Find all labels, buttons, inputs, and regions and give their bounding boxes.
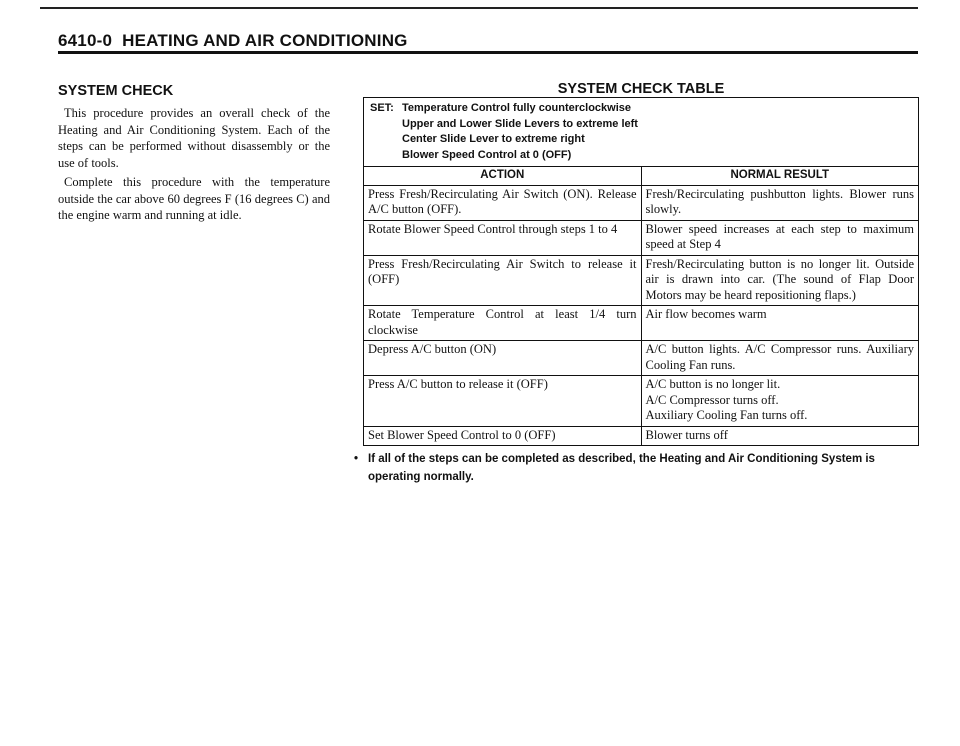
system-check-section [58,83,330,227]
table-header-row [364,167,919,186]
set-line: Center Slide Lever to extreme right [402,133,585,145]
result-cell: Blower turns off [641,426,919,446]
system-check-paragraph-2: Complete this procedure with the temperature outside the car above 60 degrees F (16 degrees C) and the engine warm and running at idle. [58,175,330,222]
table-row [364,426,919,446]
system-check-table [363,97,919,446]
result-cell: Blower speed increases at each step to maximum speed at Step 4 [641,220,919,255]
section-number: 6410-0 [58,31,113,50]
action-cell: Depress A/C button (ON) [364,341,642,376]
section-title: HEATING AND AIR CONDITIONING [122,31,408,50]
table-row [364,376,919,427]
table-row [364,255,919,306]
table-row [364,220,919,255]
system-check-heading: SYSTEM CHECK [58,83,174,99]
table-title: SYSTEM CHECK TABLE [557,81,725,97]
set-line: Blower Speed Control at 0 (OFF) [402,148,572,161]
result-cell: Fresh/Recirculating pushbutton lights. Blower runs slowly. [641,185,919,220]
column-header-action: ACTION [364,167,642,186]
table-row [364,185,919,220]
system-check-paragraph-1: This procedure provides an overall check of the Heating and Air Conditioning System. Each of the steps can be performed without disassembly or the use of tools. [58,106,330,170]
result-cell: Air flow becomes warm [641,306,919,341]
action-cell: Press A/C button to release it (OFF) [364,376,642,427]
set-cell [364,98,919,167]
completion-note [354,450,924,486]
note-text: If all of the steps can be completed as described, the Heating and Air Conditioning System is operating normally. [368,453,875,483]
action-cell: Press Fresh/Recirculating Air Switch (ON). Release A/C button (OFF). [364,185,642,220]
column-header-result: NORMAL RESULT [641,167,919,186]
set-line: Upper and Lower Slide Levers to extreme left [402,117,638,130]
action-cell: Rotate Temperature Control at least 1/4 turn clockwise [364,306,642,341]
action-cell: Set Blower Speed Control to 0 (OFF) [364,426,642,446]
page-header [58,31,408,51]
table-row [364,306,919,341]
table-row [364,341,919,376]
header-rule [58,51,918,54]
result-cell: A/C button is no longer lit. A/C Compressor turns off. Auxiliary Cooling Fan turns off. [641,376,919,427]
top-rule [40,7,918,9]
set-row [364,98,919,167]
action-cell: Rotate Blower Speed Control through steps 1 to 4 [364,220,642,255]
set-conditions [402,101,638,163]
set-label: SET: [370,102,394,114]
result-cell: Fresh/Recirculating button is no longer lit. Outside air is drawn into car. (The sound of Flap Door Motors may be heard repositioning flaps.) [641,255,919,306]
set-line: Temperature Control fully counterclockwise [402,102,632,114]
result-cell: A/C button lights. A/C Compressor runs. Auxiliary Cooling Fan runs. [641,341,919,376]
action-cell: Press Fresh/Recirculating Air Switch to release it (OFF) [364,255,642,306]
bullet-icon: • [354,453,359,465]
